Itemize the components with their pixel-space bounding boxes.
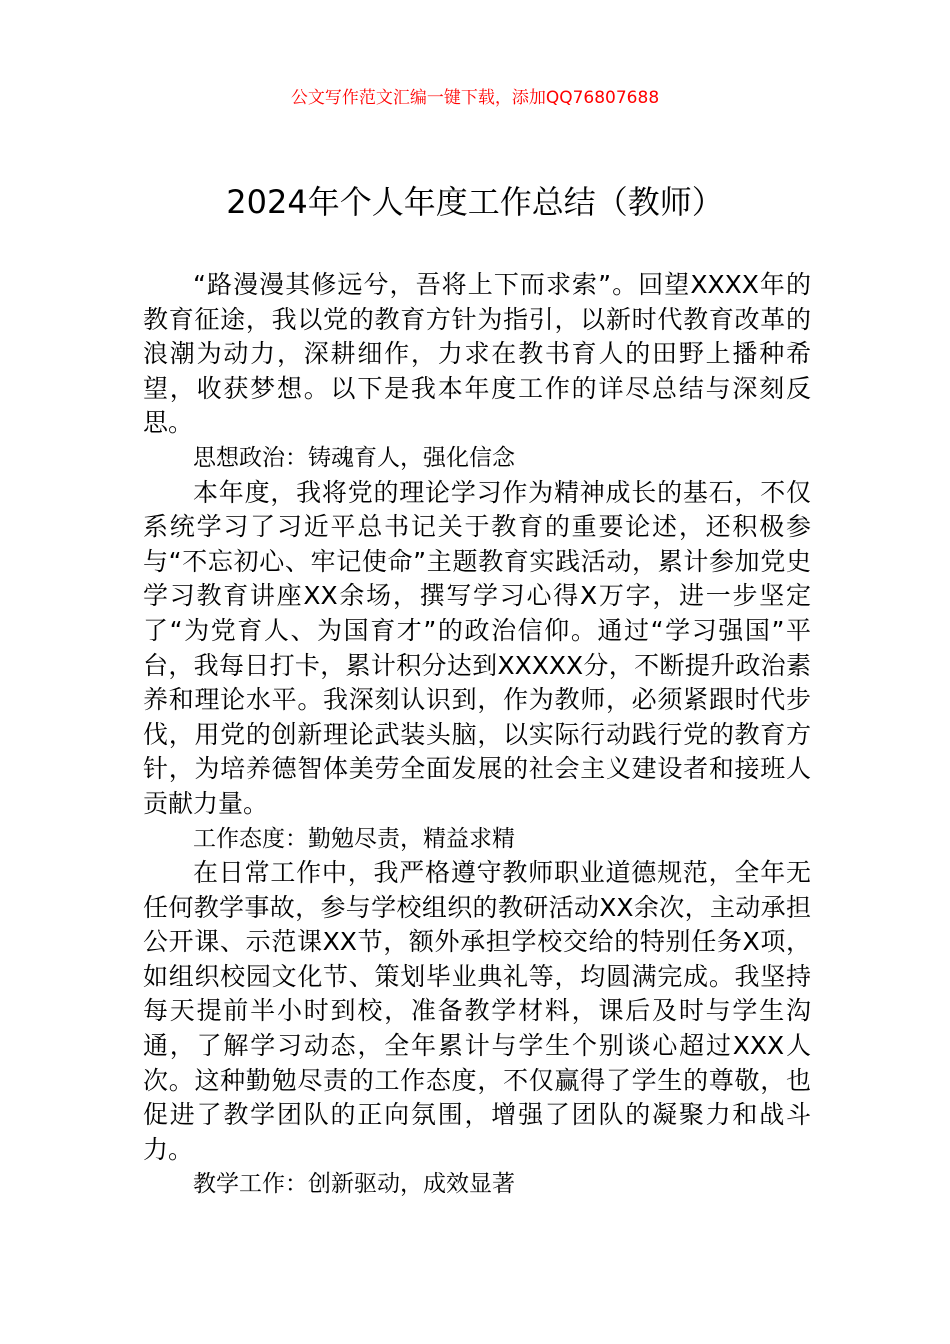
section-heading-attitude: 工作态度：勤勉尽责，精益求精 — [193, 825, 515, 852]
intro-paragraph: “路漫漫其修远兮，吾将上下而求索”。回望XXXX年的教育征途，我以党的教育方针为指引，以新时代教育改革的浪潮为动力，深耕细作，力求在教书育人的田野上播种希望，收获梦想。以下是我本年度工作的详尽总结与深刻反思。 — [143, 270, 811, 438]
section-heading-teaching: 教学工作：创新驱动，成效显著 — [193, 1171, 515, 1198]
section-heading-politics: 思想政治：铸魂育人，强化信念 — [193, 444, 515, 471]
document-body — [143, 268, 811, 1202]
attitude-paragraph: 在日常工作中，我严格遵守教师职业道德规范，全年无任何教学事故，参与学校组织的教研活动XX余次，主动承担公开课、示范课XX节，额外承担学校交给的特别任务X项，如组织校园文化节、策划毕业典礼等，均圆满完成。我坚持每天提前半小时到校，准备教学材料，课后及时与学生沟通，了解学习动态，全年累计与学生个别谈心超过XXX人次。这种勤勉尽责的工作态度，不仅赢得了学生的尊敬，也促进了教学团队的正向氛围，增强了团队的凝聚力和战斗力。 — [143, 858, 811, 1164]
download-banner: 公文写作范文汇编一键下载，添加QQ76807688 — [290, 88, 660, 108]
politics-paragraph: 本年度，我将党的理论学习作为精神成长的基石，不仅系统学习了习近平总书记关于教育的重要论述，还积极参与“不忘初心、牢记使命”主题教育实践活动，累计参加党史学习教育讲座XX余场，撰写学习心得X万字，进一步坚定了“为党育人、为国育才”的政治信仰。通过“学习强国”平台，我每日打卡，累计积分达到XXXXX分，不断提升政治素养和理论水平。我深刻认识到，作为教师，必须紧跟时代步伐，用党的创新理论武装头脑，以实际行动践行党的教育方针，为培养德智体美劳全面发展的社会主义建设者和接班人贡献力量。 — [143, 477, 811, 818]
page-title: 2024年个人年度工作总结（教师） — [226, 183, 724, 221]
